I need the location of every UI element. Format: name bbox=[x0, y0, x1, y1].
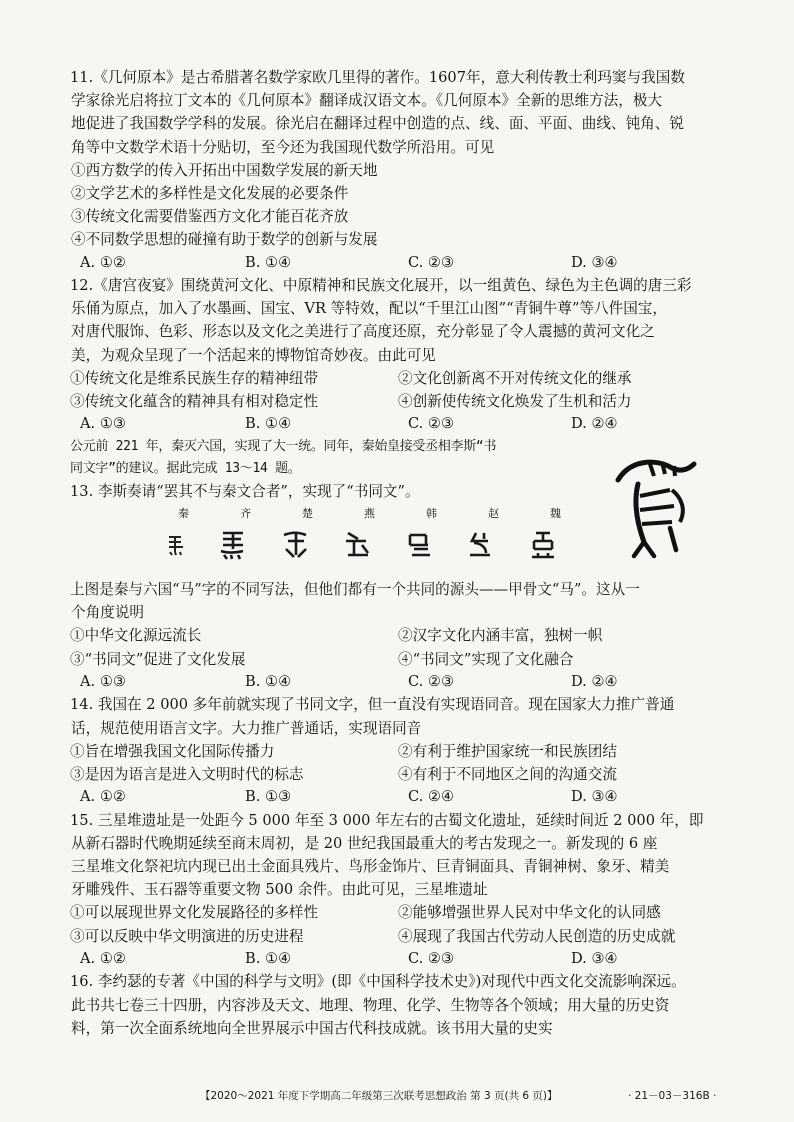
option-d: D. ③④ bbox=[571, 788, 618, 806]
q15-stem-line: 15. 三星堆遗址是一处距今 5 000 年至 3 000 年左右的古蜀文化遗址，延续时间近 2 000 年，即 bbox=[70, 811, 704, 829]
q11-stem-line: 角等中文数学术语十分贴切，至今还为我国现代数学所沿用。可见 bbox=[71, 138, 495, 156]
q14-stem-line: 话，规范使用语言文字。大力推广普通话，实现语同音 bbox=[71, 719, 422, 737]
q14-item: ④有利于不同地区之间的沟通交流 bbox=[398, 765, 617, 783]
footer-title: 【2020～2021 年度下学期高二年级第三次联考思想政治 第 3 页(共 6 页)】 bbox=[200, 1090, 558, 1102]
q13-item-row bbox=[70, 648, 726, 671]
q13-options bbox=[70, 671, 726, 694]
q12-item-row bbox=[70, 367, 726, 390]
option-b: B. ①④ bbox=[245, 672, 292, 690]
q15-options bbox=[70, 948, 726, 971]
q11-stem-line: 学家徐光启将拉丁文本的《几何原本》翻译成汉语文本。《几何原本》全新的思维方法，极大 bbox=[71, 92, 663, 110]
q11-item: ②文学艺术的多样性是文化发展的必要条件 bbox=[71, 184, 349, 202]
q15-item: ①可以展现世界文化发展路径的多样性 bbox=[70, 904, 319, 922]
q15-stem-line: 牙雕残件、玉石器等重要文物 500 余件。由此可见，三星堆遗址 bbox=[71, 881, 488, 899]
q14-item: ②有利于维护国家统一和民族团结 bbox=[398, 742, 617, 760]
option-c: C. ②③ bbox=[408, 949, 455, 967]
option-a: A. ①② bbox=[80, 788, 126, 806]
horse-glyph-wei bbox=[528, 529, 558, 561]
q12-options bbox=[70, 413, 726, 436]
q12-item: ③传统文化蕴含的精神具有相对稳定性 bbox=[70, 393, 319, 411]
state-label: 燕 bbox=[364, 507, 375, 520]
option-d: D. ②④ bbox=[571, 672, 618, 690]
option-b: B. ①④ bbox=[245, 253, 292, 271]
oracle-bone-horse-glyph bbox=[610, 450, 700, 560]
footer-code: · 21－03－316B · bbox=[628, 1090, 717, 1102]
q16-stem-line: 此书共七卷三十四册，内容涉及天文、地理、物理、化学、生物等各个领域；用大量的历史资 bbox=[71, 996, 670, 1014]
state-label: 楚 bbox=[302, 507, 313, 520]
q15-item-row bbox=[70, 901, 726, 924]
horse-glyph-chu bbox=[280, 529, 310, 561]
state-label: 齐 bbox=[240, 507, 251, 520]
q15-item-row bbox=[70, 925, 726, 948]
option-c: C. ②③ bbox=[408, 415, 455, 433]
option-c: C. ②③ bbox=[408, 253, 455, 271]
q12-item-row bbox=[70, 390, 726, 413]
horse-glyph-qin bbox=[166, 534, 186, 556]
horse-glyph-zhao bbox=[466, 529, 496, 561]
option-d: D. ③④ bbox=[571, 253, 618, 271]
q15-item: ④展现了我国古代劳动人民创造的历史成就 bbox=[398, 927, 676, 945]
option-b: B. ①④ bbox=[245, 415, 292, 433]
q12-item: ②文化创新离不开对传统文化的继承 bbox=[398, 369, 632, 387]
option-b: B. ①③ bbox=[245, 788, 292, 806]
q12-item: ①传统文化是维系民族生存的精神纽带 bbox=[70, 369, 319, 387]
option-d: D. ③④ bbox=[571, 949, 618, 967]
q11-stem-line: 地促进了我国数学学科的发展。徐光启在翻译过程中创造的点、线、面、平面、曲线、钝角、锐 bbox=[71, 115, 684, 133]
option-c: C. ②③ bbox=[408, 672, 455, 690]
state-label: 秦 bbox=[178, 507, 189, 520]
q13-stem-line: 上图是秦与六国“马”字的不同写法，但他们都有一个共同的源头——甲骨文“马”。这从一 bbox=[70, 581, 640, 598]
q11-item: ④不同数学思想的碰撞有助于数学的创新与发展 bbox=[71, 231, 378, 249]
question-12 bbox=[70, 274, 726, 436]
state-label: 韩 bbox=[426, 507, 437, 520]
option-d: D. ②④ bbox=[571, 415, 618, 433]
question-16 bbox=[70, 970, 726, 1040]
question-11 bbox=[70, 66, 726, 274]
q15-item: ③可以反映中华文明演进的历史进程 bbox=[70, 927, 304, 945]
q12-stem-line: 对唐代服饰、色彩、形态以及文化之美进行了高度还原，充分彰显了令人震撼的黄河文化之 bbox=[71, 323, 655, 341]
horse-glyphs bbox=[166, 529, 590, 561]
q13-item: ①中华文化源远流长 bbox=[70, 627, 202, 645]
q14-item: ①旨在增强我国文化国际传播力 bbox=[70, 742, 275, 760]
q14-item-row bbox=[70, 763, 726, 786]
q11-item: ①西方数学的传入开拓出中国数学发展的新天地 bbox=[71, 161, 378, 179]
q12-stem-line: 12.《唐宫夜宴》围绕黄河文化、中原精神和民族文化展开，以一组黄色、绿色为主色调的唐三彩 bbox=[70, 277, 692, 295]
q13-stem-line: 个角度说明 bbox=[71, 604, 144, 622]
option-a: A. ①② bbox=[80, 253, 126, 271]
q14-item-row bbox=[70, 740, 726, 763]
question-14 bbox=[70, 693, 726, 808]
q13-item: ②汉字文化内涵丰富，独树一帜 bbox=[398, 627, 603, 645]
q11-item: ③传统文化需要借鉴西方文化才能百花齐放 bbox=[71, 208, 349, 226]
intro-line: 公元前 221 年，秦灭六国，实现了大一统。同年，秦始皇接受丞相李斯“书 bbox=[70, 438, 497, 454]
q16-stem-line: 料，第一次全面系统地向全世界展示中国古代科技成就。该书用大量的史实 bbox=[71, 1019, 553, 1037]
horse-glyph-qi bbox=[218, 529, 248, 561]
q14-stem-line: 14. 我国在 2 000 多年前就实现了书同文字，但一直没有实现语同音。现在国家大力推广普通 bbox=[70, 696, 675, 714]
q14-options bbox=[70, 786, 726, 809]
q12-item: ④创新使传统文化焕发了生机和活力 bbox=[398, 393, 632, 411]
option-a: A. ①② bbox=[80, 949, 126, 967]
horse-glyph-han bbox=[404, 529, 434, 561]
q12-stem-line: 美，为观众呈现了一个活起来的博物馆奇妙夜。由此可见 bbox=[71, 346, 436, 364]
q13-item: ④“书同文”实现了文化融合 bbox=[398, 650, 574, 668]
option-a: A. ①③ bbox=[80, 415, 126, 433]
q15-item: ②能够增强世界人民对中华文化的认同感 bbox=[398, 904, 661, 922]
q13-stem-line: 13. 李斯奏请“罢其不与秦文合者”，实现了“书同文”。 bbox=[70, 482, 420, 500]
q14-item: ③是因为语言是进入文明时代的标志 bbox=[70, 765, 304, 783]
option-c: C. ②④ bbox=[408, 788, 455, 806]
q11-stem-line: 11.《几何原本》是古希腊著名数学家欧几里得的著作。1607年，意大利传教士利玛窦与我国数 bbox=[70, 69, 685, 86]
q11-options bbox=[70, 252, 726, 275]
option-b: B. ①④ bbox=[245, 949, 292, 967]
q15-stem-line: 从新石器时代晚期延续至商末周初，是 20 世纪我国最重大的考古发现之一。新发现的 6 座 bbox=[71, 834, 658, 852]
state-label: 赵 bbox=[488, 507, 499, 520]
state-label: 魏 bbox=[550, 507, 561, 520]
q15-stem-line: 三星堆文化祭祀坑内现已出土金面具残片、鸟形金饰片、巨青铜面具、青铜神树、象牙、精美 bbox=[71, 858, 670, 876]
q16-stem-line: 16. 李约瑟的专著《中国的科学与文明》(即《中国科学技术史》)对现代中西文化交流影响深远。 bbox=[70, 973, 686, 991]
q13-item-row bbox=[70, 624, 726, 647]
horse-glyph-yan bbox=[342, 529, 372, 561]
q12-stem-line: 乐俑为原点，加入了水墨画、国宝、VR 等特效，配以“千里江山图”“青铜牛尊”等八件国宝， bbox=[71, 300, 667, 318]
state-labels bbox=[178, 505, 612, 521]
question-15 bbox=[70, 809, 726, 971]
q13-item: ③“书同文”促进了文化发展 bbox=[70, 650, 246, 668]
intro-line: 同文字”的建议。据此完成 13～14 题。 bbox=[70, 460, 301, 476]
option-a: A. ①③ bbox=[80, 672, 126, 690]
